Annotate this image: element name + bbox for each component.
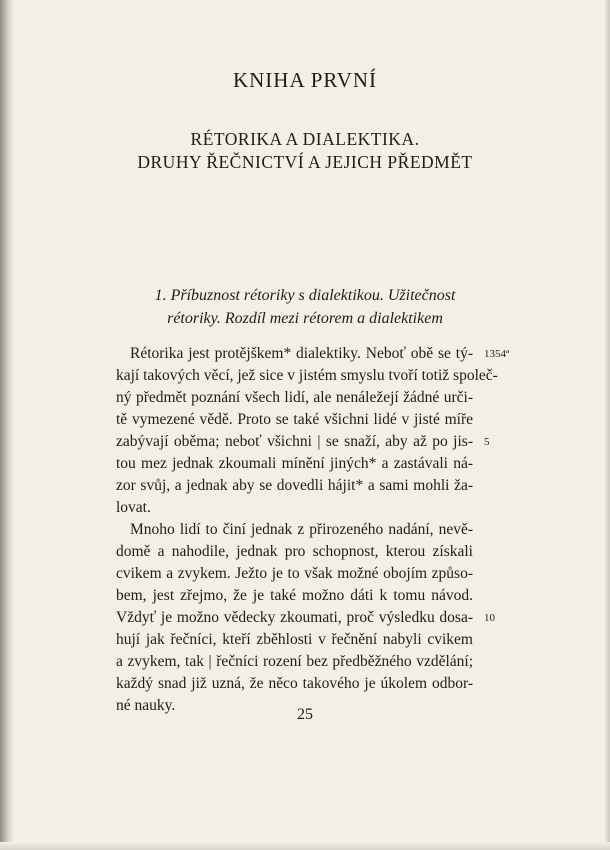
text-line: cvikem a zvykem. Ježto je to však možné obojím způso- [116, 565, 473, 582]
text-line: domě a nahodile, jednak pro schopnost, kterou získali [116, 543, 473, 560]
text-line: hují jak řečníci, kteří zběhlosti v řečnění nabyli cvikem [116, 631, 473, 648]
text-line: ný předmět poznání všech lidí, ale nenáležejí žádné urči- [116, 389, 473, 406]
text-line: lovat. [116, 499, 151, 516]
text-line: zabývají oběma; neboť všichni | se snaží, aby až po jis- [116, 433, 473, 450]
text-line: Rétorika jest protějškem* dialektiky. Neboť obě se tý- [130, 345, 473, 362]
chapter-title-line: DRUHY ŘEČNICTVÍ A JEJICH PŘEDMĚT [137, 152, 473, 172]
text-line: každý snad již uzná, že něco takového je úkolem odbor- [116, 675, 473, 692]
page-number: 25 [297, 706, 313, 723]
text-line: kají takových věcí, jež sice v jistém smyslu tvoří totiž společ- [116, 367, 498, 384]
page-bottom-edge [0, 842, 610, 850]
section-title-line: rétoriky. Rozdíl mezi rétorem a dialektikem [167, 310, 443, 327]
line-number: 10 [484, 612, 495, 624]
text-line: zor svůj, a jednak aby se dovedli hájit* a sami mohli ža- [116, 477, 473, 494]
chapter-title-line: RÉTORIKA A DIALEKTIKA. [190, 129, 420, 149]
section-title [0, 284, 610, 330]
text-line: tě vymezené vědě. Proto se také všichni lidé v jisté míře [116, 411, 473, 428]
line-number: 5 [484, 436, 490, 448]
book-title: KNIHA PRVNÍ [232, 68, 378, 92]
text-line: Vždyť je možno vědecky zkoumati, proč výsledku dosa- [116, 609, 473, 626]
text-line: Mnoho lidí to činí jednak z přirozeného nadání, nevě- [130, 521, 473, 538]
chapter-title [0, 128, 610, 174]
text-line: né nauky. [116, 697, 176, 714]
paragraph [116, 519, 473, 717]
text-line: a zvykem, tak | řečníci rození bez předběžného vzdělání; [116, 653, 473, 670]
bekker-reference: 1354ª [484, 348, 510, 360]
text-line: bem, jest zřejmo, že je také možno dáti k tomu návod. [116, 587, 473, 604]
text-line: tou mez jednak zkoumali mínění jiných* a zastávali ná- [116, 455, 473, 472]
section-title-line: 1. Příbuznost rétoriky s dialektikou. Užitečnost [154, 287, 456, 304]
